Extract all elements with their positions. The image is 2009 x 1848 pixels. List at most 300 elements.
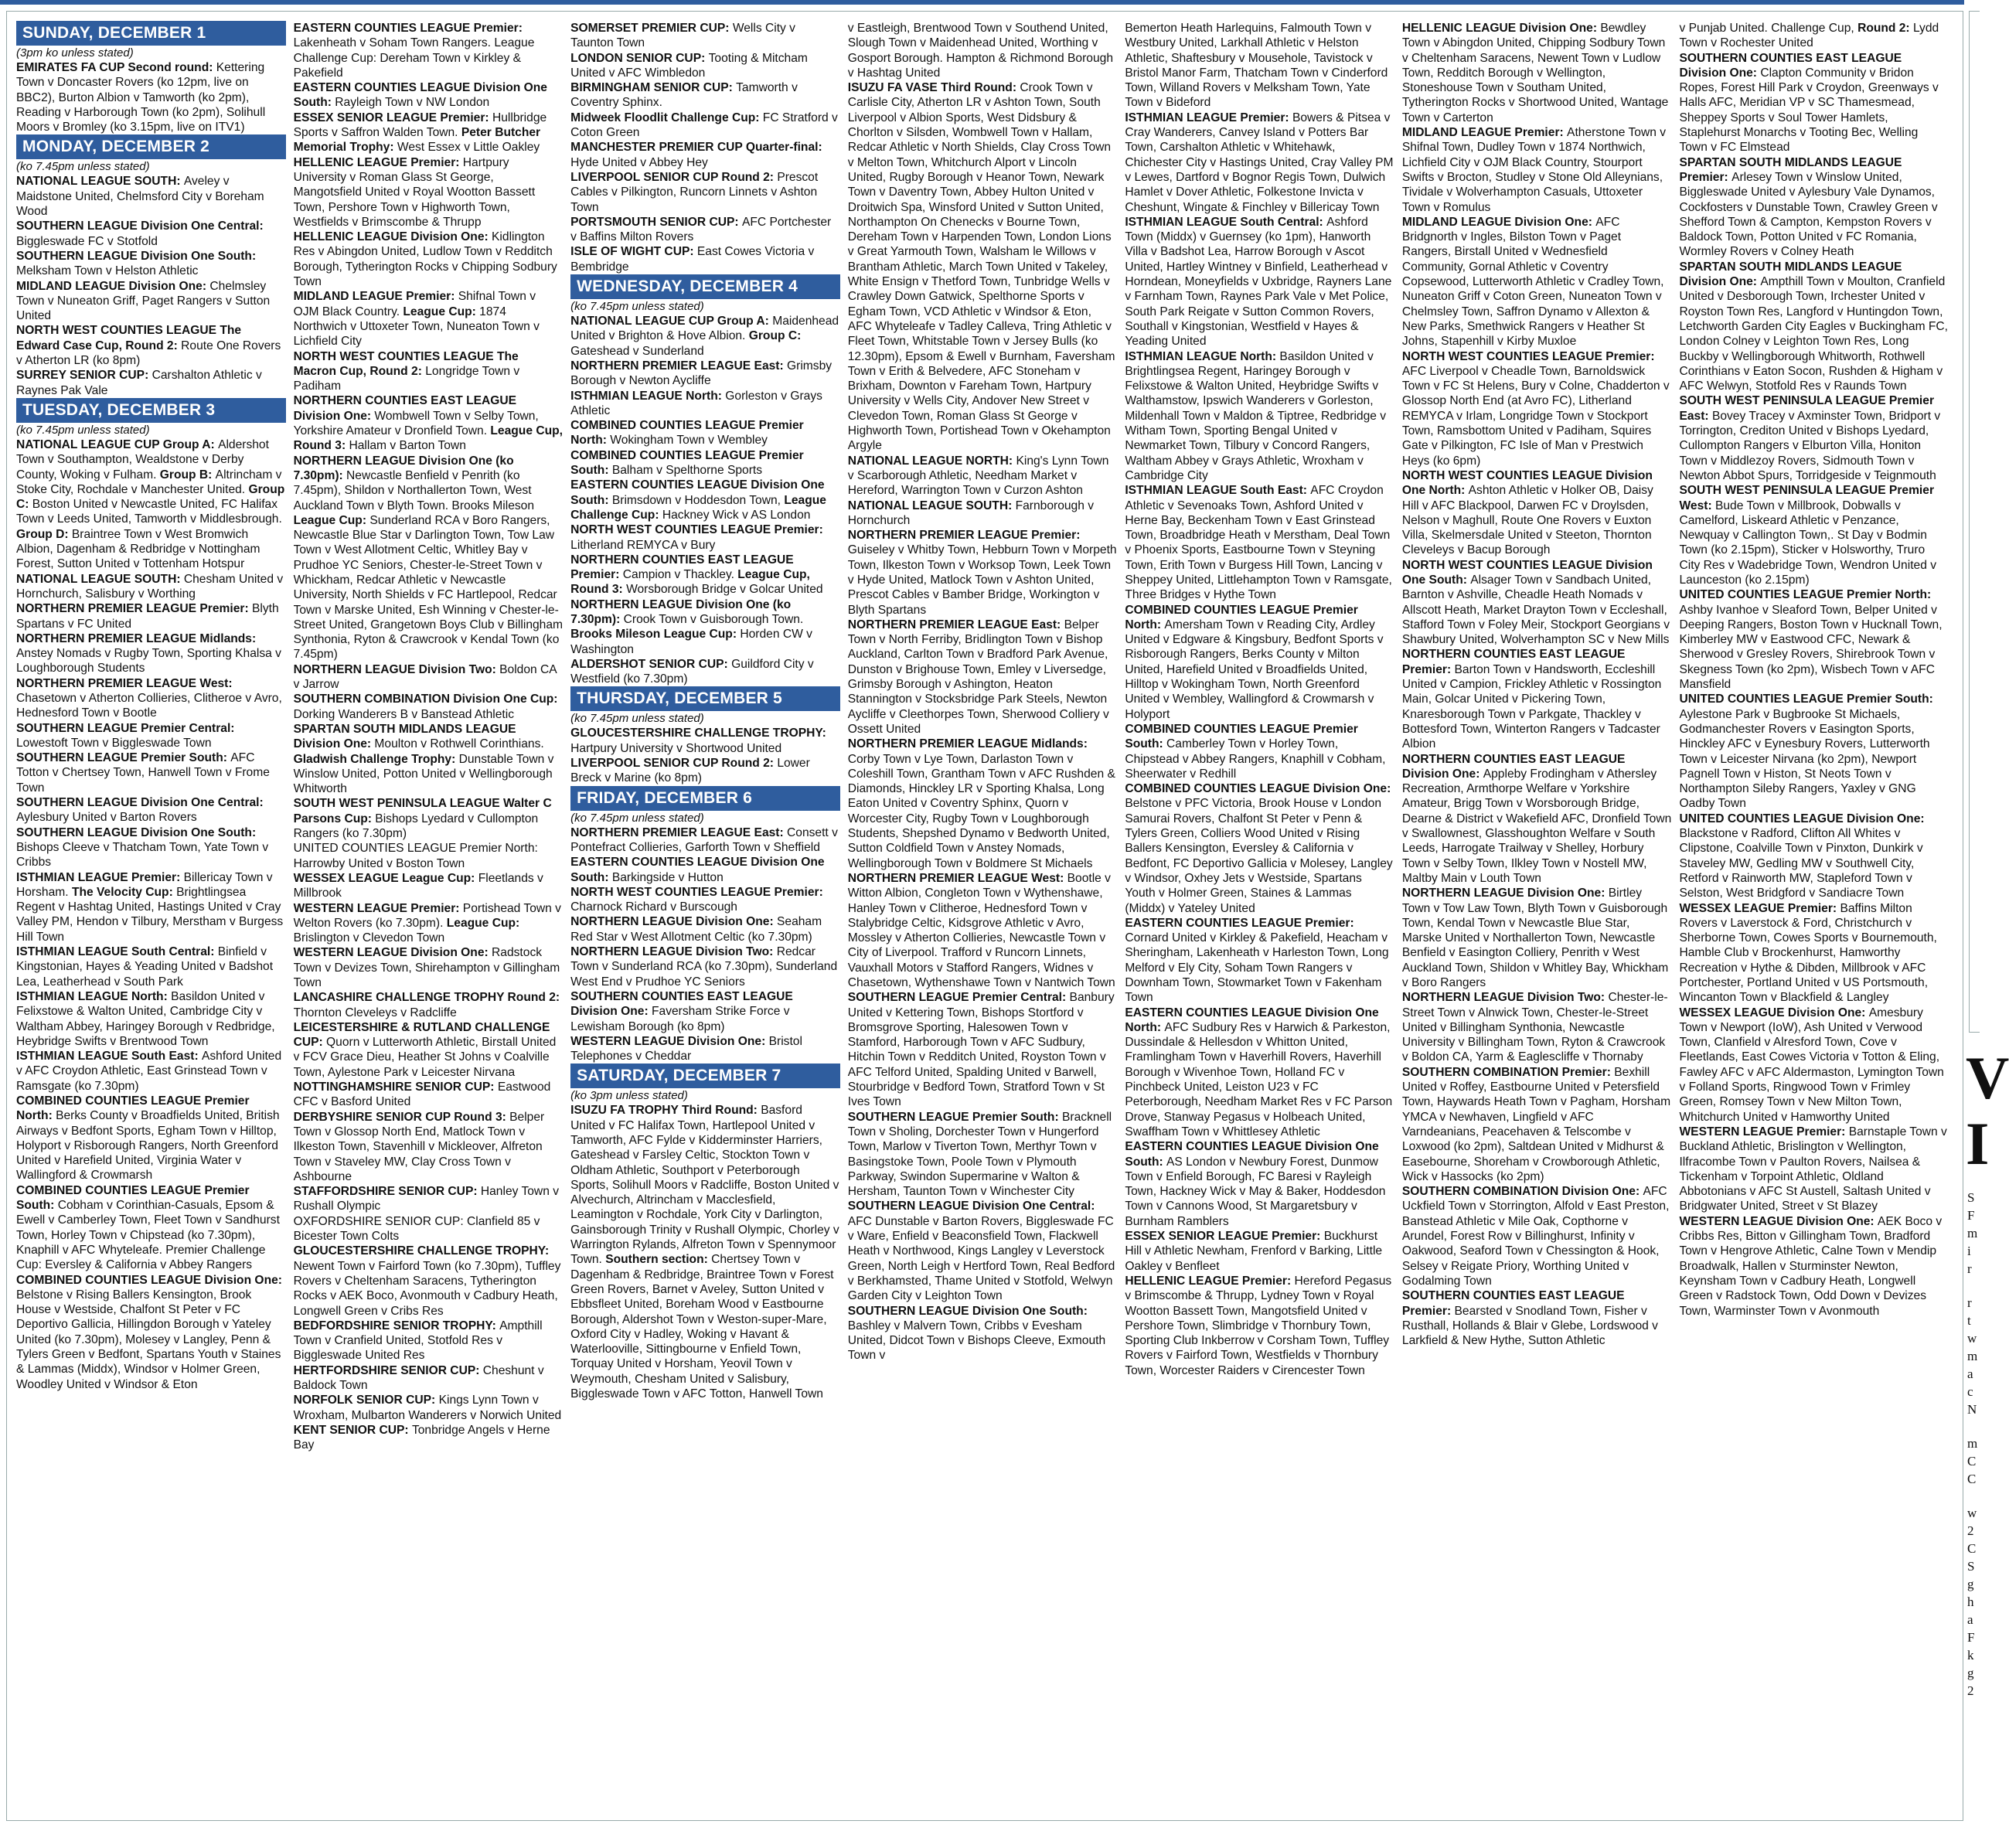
fixture-list: Quorn v Lutterworth Athletic, Birstall United v FCV Grace Dieu, Heather St Johns v Coalville Town, Aylestone Park v Leicester Nirvana — [293, 1036, 557, 1079]
competition-name: SOUTHERN LEAGUE Premier South: — [16, 751, 231, 765]
competition-name: ISTHMIAN LEAGUE South East: — [16, 1050, 202, 1064]
fixture-list: Basford United v FC Halifax Town, Hartlepool United v Tamworth, AFC Fylde v Kidderminster Harriers, Gateshead v Farsley Celtic, Stockton Town v Oldham Athletic, Southport v Peterborough Sports, Solihull Moors v Radcliffe, Boston United v Alvechurch, Altrincham v Macclesfield, Leamington v Rochdale, York City v Darlington, Gainsborough Trinity v Rushall Olympic, Chorley v Warrington Rylands, Alfreton Town v Spennymoor Town. — [570, 1104, 839, 1267]
competition-name: WESTERN LEAGUE Premier: — [1679, 1125, 1849, 1138]
fixture-entry — [848, 80, 1118, 453]
competition-name: HELLENIC LEAGUE Division One: — [293, 230, 492, 244]
fixture-list: Barnstaple Town v Buckland Athletic, Brislington v Wellington, Ilfracombe Town v Paulton Rovers, Nailsea & Tickenham v Torpoint Athletic, Oldland Abbotonians v AFC St Austell, Saltash United v Bridgwater United, Street v St Blazey — [1679, 1125, 1947, 1213]
fixture-entry — [16, 368, 286, 398]
fixture-list: Baffins Milton Rovers v Laverstock & Ford, Christchurch v Sherborne Town, Cowes Sports v Bournemouth, Hamble Club v Brockenhurst, Hamworthy Recreation v Hythe & Dibden, Millbrook v AFC Portchester, Portland United v US Portsmouth, Wincanton Town v Blackfield & Langley — [1679, 901, 1937, 1005]
competition-name: DERBYSHIRE SENIOR CUP Round 3: — [293, 1110, 510, 1124]
fixture-list: Dunstable Town v Winslow United, Potton United v Wellingborough Whitworth — [293, 752, 554, 796]
competition-name: WESSEX LEAGUE Premier: — [1679, 901, 1840, 915]
fixture-list: Ashton Athletic v Holker OB, Daisy Hill v AFC Blackpool, Darwen FC v Droylsden, Nelson v Maghull, Route One Rovers v Euxton Villa, Skelmersdale United v Steeton, Thornton Cleveleys v Bacup Borough — [1401, 484, 1653, 557]
fixture-entry — [1402, 558, 1672, 648]
fixture-entry — [570, 170, 840, 215]
fixture-entry — [848, 1110, 1118, 1200]
competition-name: NORTHERN PREMIER LEAGUE West: — [847, 871, 1067, 885]
fixture-entry — [294, 1244, 564, 1318]
fixture-list: Basildon United v Felixstowe & Walton United, Cambridge City v Waltham Abbey, Haringey Borough v Redbridge, Heybridge Swifts v Brentwood Town — [16, 989, 275, 1048]
fixture-entry — [294, 1363, 564, 1394]
fixture-entry — [1125, 349, 1394, 484]
fixture-entry — [1402, 990, 1672, 1064]
fixture-list: Portishead Town v Welton Rovers (ko 7.30pm). — [293, 901, 561, 930]
fixture-list: Lower Breck v Marine (ko 8pm) — [570, 757, 810, 785]
fixture-entry — [16, 944, 286, 989]
fixture-entry — [848, 21, 1118, 80]
fixture-list: Barkingside v Hutton — [611, 870, 724, 884]
competition-name: LIVERPOOL SENIOR CUP Round 2: — [570, 757, 778, 771]
fixture-list: Rayleigh Town v NW London — [335, 96, 490, 110]
fixture-list: Aldershot Town v Southampton, Wealdstone v Derby County, Woking v Fulham. — [16, 437, 269, 482]
fixture-entry — [1402, 1184, 1672, 1288]
fixture-list: Ampthill Town v Moulton, Cranfield United v Desborough Town, Irchester United v Royston Town Res, Langford v Huntingdon Town, Letchworth Garden City Eagles v Buckingham FC, London Colney v Leighton Town Res, Long Buckby v Wellingborough Whitworth, Rothwell Corinthians v Eaton Socon, Rushden & Higham v AFC Welwyn, Stotfold Res v Raunds Town — [1679, 275, 1949, 393]
fixture-entry — [294, 692, 564, 722]
competition-name: ISUZU FA TROPHY Third Round: — [570, 1104, 761, 1118]
fixture-list: Barton Town v Handsworth, Eccleshill United v Campion, Frickley Athletic v Rossington Main, Golcar United v Pickering Town, Knaresborough Town v Parkgate, Thackley v Bottesford Town, Winterton Rangers v Tadcaster Albion — [1401, 662, 1662, 751]
fixture-entry — [570, 522, 840, 553]
fixture-list: Billericay Town v Horsham. — [16, 870, 273, 899]
fixture-list: Cornard United v Kirkley & Pakefield, Heacham v Sheringham, Lakenheath v Harleston Town, Long Melford v Ely City, Soham Town Rangers v Downham Town, Stowmarket Town v Fakenham Town — [1125, 931, 1389, 1005]
fixture-entry — [294, 1393, 564, 1423]
competition-name: NORTHERN PREMIER LEAGUE Midlands: — [16, 631, 257, 645]
fixture-list: Bovey Tracey v Axminster Town, Bridport v Torrington, Crediton United v Bishops Lyedard, Cullompton Rangers v Elburton Villa, Honiton Town v Middlezoy Rovers, Sidmouth Town v Newton Abbot Spurs, Torridgeside v Teignmouth — [1679, 409, 1941, 482]
competition-name: Group D: — [16, 527, 72, 541]
fixture-list: Chasetown v Atherton Collieries, Clitheroe v Avro, Hednesford Town v Bootle — [16, 691, 282, 720]
fixture-list: Ashby Ivanhoe v Sleaford Town, Belper United v Deeping Rangers, Boston Town v Hucknall Town, Kimberley MW v Eastwood CFC, Newark & Sherwood v Gresley Rovers, Shirebrook Town v Skegness Town (ko 2pm), Wisbech Town v AFC Mansfield — [1679, 603, 1943, 692]
fixture-entry — [1402, 647, 1672, 751]
fixture-list: Grimsby Borough v Newton Aycliffe — [570, 359, 833, 388]
competition-name: SOUTHERN LEAGUE Division One South: — [16, 825, 257, 839]
fixture-list: Hartpury University v Shortwood United — [570, 741, 782, 755]
fixture-list: AFC Dunstable v Barton Rovers, Biggleswade FC v Ware, Enfield v Beaconsfield Town, Flackwell Heath v Northwood, Kings Langley v Leverstock Green, North Leigh v Hertford Town, Real Bedford v Berkhamsted, Thame United v Stotfold, Welwyn Garden City v Leighton Town — [847, 1214, 1115, 1303]
fixture-list: Anstey Nomads v Rugby Town, Sporting Khalsa v Loughborough Students — [16, 647, 281, 676]
competition-name: Group B: — [159, 468, 216, 482]
competition-name: EASTERN COUNTIES LEAGUE Division One South: — [293, 81, 547, 110]
fixture-list: Cheshunt v Baldock Town — [293, 1363, 544, 1393]
competition-name: MIDLAND LEAGUE Division One: — [16, 279, 210, 293]
competition-name: SOUTHERN COMBINATION Premier: — [1401, 1065, 1615, 1079]
fixture-list: OXFORDSHIRE SENIOR CUP: Clanfield 85 v Bicester Town Colts — [293, 1214, 540, 1244]
competition-name: NORTHERN PREMIER LEAGUE East: — [847, 618, 1064, 631]
kickoff-note: (ko 7.45pm unless stated) — [16, 160, 150, 174]
edge-frame — [1969, 11, 1980, 1033]
competition-name: NORTHERN LEAGUE Division One: — [1401, 887, 1609, 900]
edge-text-letter: N — [1967, 1402, 1977, 1417]
competition-name: ISLE OF WIGHT CUP: — [570, 245, 697, 259]
fixture-list: Farnborough v Hornchurch — [847, 499, 1095, 527]
competition-name: COMBINED COUNTIES LEAGUE Division One: — [16, 1273, 282, 1287]
fixture-list: King's Lynn Town v Scarborough Athletic, Needham Market v Hereford, Warrington Town v Curzon Ashton — [847, 454, 1109, 498]
fixture-entry — [1679, 1006, 1949, 1125]
fixture-list: Radstock Town v Devizes Town, Shirehampton v Gillingham Town — [293, 946, 560, 989]
fixture-list: Redcar Town v Sunderland RCA (ko 7.30pm), Sunderland West End v Prudhoe YC Seniors — [570, 945, 838, 989]
competition-name: NORTHERN COUNTIES EAST LEAGUE Premier: — [1401, 648, 1626, 676]
fixture-column — [16, 21, 286, 1814]
fixture-list: Biggleswade FC v Stotfold — [16, 234, 158, 248]
competition-name: LEICESTERSHIRE & RUTLAND CHALLENGE CUP: — [293, 1020, 550, 1050]
fixture-list: Tonbridge Angels v Herne Bay — [293, 1423, 550, 1452]
day-heading: THURSDAY, DECEMBER 5 — [570, 686, 840, 711]
fixture-list: Brimsdown v Hoddesdon Town, — [611, 493, 785, 507]
edge-text-letter: t — [1967, 1313, 1971, 1328]
fixture-list: Moulton v Rothwell Corinthians. — [374, 737, 544, 751]
competition-name: SOUTHERN COMBINATION Division One: — [1401, 1185, 1643, 1199]
fixture-entry — [570, 359, 840, 389]
fixture-list: Buckhurst Hill v Athletic Newham, Frenford v Barking, Little Oakley v Benfleet — [1125, 1230, 1383, 1273]
fixture-entry — [570, 111, 840, 141]
fixture-list: Hyde United v Abbey Hey — [570, 155, 708, 169]
day-heading: WEDNESDAY, DECEMBER 4 — [570, 274, 840, 299]
competition-name: Southern section: — [605, 1253, 712, 1267]
fixture-entry — [1402, 468, 1672, 558]
competition-name: LANCASHIRE CHALLENGE TROPHY Round 2: — [293, 991, 560, 1005]
competition-name: HELLENIC LEAGUE Division One: — [1401, 22, 1601, 35]
competition-name: BIRMINGHAM SENIOR CUP: — [570, 81, 737, 95]
fixture-list: Chelmsley Town v Nuneaton Griff, Paget Rangers v Sutton United — [16, 279, 271, 323]
fixture-list: FC Stratford v Coton Green — [570, 111, 838, 140]
edge-text-letter: i — [1967, 1244, 1971, 1258]
fixture-entry — [16, 750, 286, 795]
fixture-list: AFC Portchester v Baffins Milton Rovers — [570, 215, 832, 244]
fixture-list: Seaham Red Star v West Allotment Celtic (ko 7.30pm) — [570, 915, 822, 944]
fixture-entry — [848, 454, 1118, 499]
edge-text-letter: C — [1967, 1472, 1977, 1486]
fixture-list: Camberley Town v Horley Town, Chipstead v Abbey Rangers, Knaphill v Cobham, Sheerwater v Redhill — [1125, 737, 1386, 781]
edge-text-letter: m — [1967, 1226, 1978, 1241]
competition-name: NOTTINGHAMSHIRE SENIOR CUP: — [293, 1081, 498, 1094]
fixture-entry — [1679, 483, 1949, 587]
fixture-list: Dorking Wanderers B v Banstead Athletic — [293, 707, 515, 721]
competition-name: MIDLAND LEAGUE Premier: — [293, 290, 458, 304]
fixture-entry — [294, 80, 564, 111]
fixture-entry — [294, 841, 564, 871]
fixture-entry — [294, 1214, 564, 1244]
fixture-list: Newent Town v Fairford Town (ko 7.30pm), Tuffley Rovers v Cheltenham Saracens, Tytherington Rocks v AEK Boco, Avonmouth v Cadbury Heath, Longwell Green v Cribs Res — [293, 1259, 561, 1318]
competition-name: ISTHMIAN LEAGUE North: — [1125, 349, 1280, 363]
kickoff-note: (3pm ko unless stated) — [16, 46, 134, 60]
competition-name: ISTHMIAN LEAGUE South Central: — [16, 945, 218, 959]
fixture-list: Belper Town v North Ferriby, Bridlington Town v Bishop Auckland, Carlton Town v Bradford Park Avenue, Dunston v Brighouse Town, Emley v Liversedge, Grimsby Borough v Ashington, Heaton Stannington v Stocksbridge Park Steels, Newton Aycliffe v Cleethorpes Town, Sherwood Colliery v Ossett United — [847, 618, 1109, 736]
fixture-entry — [570, 389, 840, 419]
fixture-list: Belper Town v Glossop North End, Matlock Town v Ilkeston Town, Stavenhill v Mickleover, Alfreton Town v Staveley MW, Clay Cross Town v Ashbourne — [293, 1110, 545, 1183]
fixture-list: Bracknell Town v Sholing, Dorchester Town v Hungerford Town, Marlow v Tiverton Town, Merthyr Town v Basingstoke Town, Poole Town v Plymouth Parkway, Swindon Supermarine v Walton & Hersham, Taunton Town v Winchester City — [847, 1110, 1112, 1199]
fixture-entry — [16, 825, 286, 870]
fixture-list: Gateshead v Sunderland — [570, 344, 704, 358]
competition-name: SOUTH WEST PENINSULA LEAGUE Premier West: — [1679, 484, 1935, 512]
fixture-list: Corby Town v Lye Town, Darlaston Town v Coleshill Town, Grantham Town v AFC Rushden & Diamonds, Hinckley LR v Sporting Khalsa, Long Eaton United v Coventry Sphinx, Quorn v Worcester City, Rugby Town v Loughborough Students, Shepshed Dynamo v Bedworth United, Sutton Coldfield Town v Anstey Nomads, Wellingborough Town v Boldmere St Michaels — [847, 752, 1115, 870]
competition-name: EASTERN COUNTIES LEAGUE Division One South: — [570, 856, 825, 884]
fixture-entry — [570, 855, 840, 885]
fixture-entry — [570, 140, 840, 170]
competition-name: Midweek Floodlit Challenge Cup: — [570, 111, 763, 124]
competition-name: NORTH WEST COUNTIES LEAGUE The Macron Cup, Round 2: — [293, 349, 519, 378]
competition-name: Gladwish Challenge Trophy: — [293, 752, 459, 766]
competition-name: WESTERN LEAGUE Division One: — [570, 1034, 769, 1048]
edge-text-letter: w — [1967, 1331, 1977, 1346]
fixture-entry — [1679, 155, 1949, 260]
fixture-entry — [570, 825, 840, 856]
fixture-entry — [570, 553, 840, 597]
fixture-entry — [16, 601, 286, 631]
competition-name: NORTH WEST COUNTIES LEAGUE Premier: — [570, 885, 823, 899]
competition-name: WESTERN LEAGUE Division One: — [293, 946, 492, 960]
competition-name: ISUZU FA VASE Third Round: — [847, 81, 1020, 95]
fixture-list: Consett v Pontefract Collieries, Garforth Town v Sheffield — [570, 825, 838, 854]
competition-name: NORTHERN LEAGUE Division Two: — [293, 662, 500, 676]
fixture-entry — [294, 230, 564, 289]
fixture-list: Litherland REMYCA v Bury — [570, 538, 716, 552]
competition-name: LIVERPOOL SENIOR CUP Round 2: — [570, 170, 778, 184]
competition-name: SOUTHERN LEAGUE Division One Central: — [847, 1200, 1095, 1213]
fixture-entry — [848, 1304, 1118, 1363]
fixture-list: AEK Boco v Cribbs Res, Bitton v Gillingham Town, Bradford Town v Hengrove Athletic, Calne Town v Mendip Broadwalk, Hallen v Sturminster Newton, Keynsham Town v Cadbury Heath, Longwell Green v Radstock Town, Odd Down v Devizes Town, Warminster Town v Avonmouth — [1679, 1214, 1943, 1318]
competition-name: SPARTAN SOUTH MIDLANDS LEAGUE Premier: — [1679, 155, 1902, 184]
fixture-list: Bude Town v Millbrook, Dobwalls v Camelford, Liskeard Athletic v Penzance, Newquay v Callington Town,. St Day v Bodmin Town (ko 2.15pm), Sticker v Holsworthy, Truro City Res v Wadebridge Town, Wendron United v Launceston (ko 2.15pm) — [1679, 499, 1936, 587]
edge-text-letter: m — [1967, 1349, 1978, 1363]
adjacent-page-strip — [1964, 0, 2009, 1848]
fixture-entry — [294, 901, 564, 946]
competition-name: ISTHMIAN LEAGUE North: — [570, 389, 726, 403]
competition-name: NATIONAL LEAGUE NORTH: — [847, 454, 1016, 468]
fixture-entry — [16, 323, 286, 368]
fixture-list: Hanley Town v Rushall Olympic — [293, 1185, 559, 1213]
fixture-entry — [570, 21, 840, 51]
fixture-entry — [1679, 692, 1949, 811]
competition-name: League Cup, Round 3: — [570, 568, 810, 597]
competition-name: League Cup: — [446, 916, 520, 930]
fixture-list: Faversham Strike Force v Lewisham Borough (ko 8pm) — [570, 1005, 790, 1033]
fixture-entry — [16, 437, 286, 572]
fixture-list: Aylestone Park v Bugbrooke St Michaels, Godmanchester Rovers v Easington Sports, Hinckley AFC v Eynesbury Rovers, Lutterworth Town v Leicester Nirvana (ko 2pm), Newport Pagnell Town v Histon, St Neots Town v Northampton Sileby Rangers, Yaxley v GNG Oadby Town — [1679, 707, 1930, 811]
fixture-entry — [294, 1110, 564, 1184]
fixture-entry — [1679, 21, 1949, 51]
fixture-column — [848, 21, 1118, 1814]
fixture-entry — [294, 155, 564, 230]
competition-name: HELLENIC LEAGUE Premier: — [1125, 1274, 1295, 1288]
fixture-column — [570, 21, 840, 1814]
fixture-list: Bishops Lyedard v Cullompton Rangers (ko 7.30pm) — [293, 812, 539, 841]
fixture-entry — [294, 871, 564, 901]
competition-name: SOUTHERN LEAGUE Division One South: — [847, 1304, 1088, 1318]
fixture-list: Bearsted v Snodland Town, Fisher v Rusthall, Hollands & Blair v Glebe, Lordswood v Larkfield & New Hythe, Sutton Athletic — [1401, 1304, 1658, 1348]
fixture-list: Boldon CA v Jarrow — [293, 662, 557, 692]
competition-name: SOUTHERN COUNTIES EAST LEAGUE Premier: — [1401, 1289, 1625, 1318]
fixture-entry — [294, 111, 564, 155]
day-heading: FRIDAY, DECEMBER 6 — [570, 786, 840, 811]
competition-name: HERTFORDSHIRE SENIOR CUP: — [293, 1363, 483, 1377]
edge-text-letter: F — [1967, 1630, 1975, 1645]
fixture-entry — [16, 1183, 286, 1273]
competition-name: League Cup: — [403, 305, 480, 318]
competition-name: HELLENIC LEAGUE Premier: — [293, 155, 463, 169]
competition-name: NATIONAL LEAGUE SOUTH: — [16, 175, 184, 189]
competition-name: MIDLAND LEAGUE Premier: — [1401, 126, 1568, 140]
competition-name: NORTH WEST COUNTIES LEAGUE The Edward Case Cup, Round 2: — [16, 324, 242, 352]
fixture-entry — [294, 722, 564, 796]
fixture-list: Birtley Town v Tow Law Town, Blyth Town v Guisborough Town, Kendal Town v Newcastle Blue Star, Marske United v Northallerton Town, Newcastle Benfield v Easington Colliery, Penrith v West Auckland Town, Shildon v Whitley Bay, Whickham v Boro Rangers — [1401, 887, 1669, 989]
competition-name: NORFOLK SENIOR CUP: — [293, 1394, 439, 1407]
fixture-list: Blackstone v Radford, Clifton All Whites v Clipstone, Coalville Town v Pinxton, Dunkirk v Staveley MW, Gedling MW v Southwell City, Retford v Rainworth MW, Stapleford Town v Selston, West Bridgford v Sandiacre Town — [1679, 827, 1923, 900]
competition-name: SOUTHERN LEAGUE Division One Central: — [16, 220, 264, 233]
edge-text-letter: F — [1967, 1208, 1975, 1223]
edge-headline-letter: I — [1966, 1110, 1990, 1177]
competition-name: EASTERN COUNTIES LEAGUE Premier: — [1125, 916, 1354, 930]
fixture-entry — [848, 737, 1118, 871]
day-heading: SUNDAY, DECEMBER 1 — [16, 21, 286, 46]
fixture-entry — [570, 756, 840, 786]
fixture-list: Crook Town v Guisborough Town. — [623, 612, 804, 626]
fixture-entry — [1125, 1274, 1394, 1378]
fixture-list: Atherstone Town v Shifnal Town, Dudley Town v 1874 Northwich, Lichfield City v OJM Black Country, Stourport Swifts v Brocton, Studley v Stone Old Alleynians, Tividale v Wolverhampton Casuals, Uttoxeter Town v Romulus — [1401, 126, 1667, 214]
competition-name: SPARTAN SOUTH MIDLANDS LEAGUE Division One: — [293, 722, 516, 751]
fixture-list: Ampthill Town v Cranfield United, Stotfold Res v Biggleswade United Res — [293, 1319, 543, 1363]
competition-name: NORTHERN COUNTIES EAST LEAGUE Division One: — [293, 394, 517, 423]
fixture-entry — [16, 279, 286, 324]
fixtures-page — [6, 11, 1963, 1821]
fixture-list: Carshalton Athletic v Raynes Pak Vale — [16, 369, 262, 397]
fixture-entry — [1125, 781, 1394, 916]
competition-name: NORTH WEST COUNTIES LEAGUE Premier: — [1401, 349, 1655, 363]
competition-name: EASTERN COUNTIES LEAGUE Division One South: — [1125, 1140, 1379, 1169]
competition-name: League Cup, Round 3: — [293, 424, 563, 453]
fixture-entry — [16, 174, 286, 219]
fixture-list: Guildford City v Westfield (ko 7.30pm) — [570, 657, 814, 686]
competition-name: SOUTHERN LEAGUE Premier South: — [847, 1110, 1062, 1124]
fixture-entry — [1402, 886, 1672, 990]
competition-name: ESSEX SENIOR LEAGUE Premier: — [1125, 1230, 1324, 1244]
fixture-entry — [1402, 1065, 1672, 1184]
fixture-list: West Essex v Little Oakley — [397, 141, 540, 155]
fixture-entry — [848, 499, 1118, 529]
fixture-list: Cobham v Corinthian-Casuals, Epsom & Ewell v Camberley Town, Fleet Town v Sandhurst Town, Horley Town v Chipstead (ko 7.30pm), Knaphill v AFC Whyteleafe. Premier Challenge Cup: Eversley & California v Abbey Rangers — [16, 1199, 280, 1272]
fixture-list: AFC Croydon Athletic v Sevenoaks Town, Ashford United v Herne Bay, Beckenham Town v East Grinstead Town, Broadbridge Heath v Merstham, Deal Town v Phoenix Sports, Eastbourne Town v Steyning Town, Erith Town v Burgess Hill Town, Lancing v Sheppey United, Littlehampton Town v Ramsgate, Three Bridges v Hythe Town — [1125, 484, 1392, 602]
fixture-list: Guiseley v Whitby Town, Hebburn Town v Morpeth Town, Ilkeston Town v Worksop Town, Leek Town v Hyde United, Matlock Town v Ashton United, Prescot Cables v Bamber Bridge, Workington v Blyth Spartans — [847, 543, 1117, 617]
fixture-entry — [848, 871, 1118, 990]
fixture-entry — [1125, 1229, 1394, 1274]
fixture-list: Boston United v Newcastle United, FC Halifax Town v Leeds United, Tamworth v Middlesbrough. — [16, 498, 282, 526]
fixture-list: Campion v Thackley. — [622, 568, 738, 582]
edge-text-letter: 2 — [1967, 1523, 1974, 1538]
edge-text-letter: w — [1967, 1506, 1977, 1520]
fixture-list: Hullbridge Sports v Saffron Walden Town. — [293, 111, 547, 140]
fixture-entry — [1125, 483, 1394, 602]
fixture-entry — [16, 1094, 286, 1183]
competition-name: NORTHERN PREMIER LEAGUE East: — [570, 825, 788, 839]
kickoff-note: (ko 3pm unless stated) — [570, 1089, 688, 1103]
competition-name: SOUTH WEST PENINSULA LEAGUE Walter C Parsons Cup: — [293, 797, 552, 825]
fixture-list: v Punjab United. Challenge Cup, — [1679, 22, 1858, 35]
fixture-entry — [570, 657, 840, 687]
fixture-list: Bexhill United v Roffey, Eastbourne United v Petersfield Town, Haywards Heath Town v Pagham, Horsham YMCA v Newhaven, Lingfield v AFC Varndeanians, Peacehaven & Telscombe v Loxwood (ko 2pm), Saltdean United v Midhurst & Easebourne, Shoreham v Crowborough Athletic, Wick v Hassocks (ko 2pm) — [1401, 1065, 1671, 1183]
fixture-column — [294, 21, 564, 1814]
competition-name: ALDERSHOT SENIOR CUP: — [570, 657, 732, 671]
fixture-list: Belstone v PFC Victoria, Brook House v London Samurai Rovers, Chalfont St Peter v Penn & Tylers Green, Colliers Wood United v Rising Ballers Kensington, Eversley & California v Bedfont, FC Deportivo Gallicia v Molesey, Langley v Windsor, Oxhey Jets v Westside, Spartans Youth v Holmer Green, Staines & Lammas (Middx) v Yateley United — [1125, 797, 1393, 915]
fixture-list: Longridge Town v Padiham — [293, 364, 520, 393]
fixture-list: Tamworth v Coventry Sphinx. — [570, 81, 798, 110]
competition-name: NORTH WEST COUNTIES LEAGUE Premier: — [570, 523, 823, 537]
fixture-list: Lakenheath v Soham Town Rangers. League Challenge Cup: Dereham Town v Kirkley & Pakefield — [293, 36, 535, 80]
fixture-entry — [16, 572, 286, 602]
fixture-entry — [570, 314, 840, 359]
competition-name: SOUTHERN LEAGUE Division One South: — [16, 249, 257, 263]
competition-name: ISTHMIAN LEAGUE South East: — [1125, 484, 1311, 498]
competition-name: SPARTAN SOUTH MIDLANDS LEAGUE Division One: — [1679, 260, 1902, 289]
fixture-entry — [1125, 111, 1394, 215]
fixture-entry — [570, 597, 840, 657]
fixture-entry — [294, 454, 564, 662]
competition-name: SOUTHERN COUNTIES EAST LEAGUE Division One: — [1679, 51, 1902, 80]
competition-name: STAFFORDSHIRE SENIOR CUP: — [293, 1185, 481, 1199]
fixture-entry — [294, 990, 564, 1020]
fixture-entry — [1125, 603, 1394, 722]
edge-headline-letter: V — [1966, 1044, 2009, 1111]
fixture-entry — [294, 1423, 564, 1453]
fixture-list: Hackney Wick v AS London — [662, 508, 811, 522]
fixture-entry — [16, 989, 286, 1049]
edge-text-letter: 2 — [1967, 1683, 1974, 1698]
competition-name: LONDON SENIOR CUP: — [570, 51, 709, 65]
fixture-list: Melksham Town v Helston Athletic — [16, 264, 199, 278]
competition-name: The Velocity Cup: — [71, 885, 177, 899]
fixture-list: Maidenhead United v Brighton & Hove Albion. — [570, 315, 839, 343]
fixture-list: Aveley v Maidstone United, Chelmsford City v Boreham Wood — [16, 175, 264, 219]
fixture-list: Balham v Spelthorne Sports — [611, 464, 763, 478]
edge-text-letter: k — [1967, 1648, 1974, 1663]
fixture-list: Newcastle Benfield v Penrith (ko 7.45pm), Shildon v Northallerton Town, West Auckland Town v Blyth Town. Brooks Mileson — [293, 468, 535, 512]
fixture-entry — [16, 676, 286, 721]
fixture-entry — [1679, 587, 1949, 692]
fixture-entry — [1402, 349, 1672, 468]
fixture-list: Appleby Frodingham v Athersley Recreation, Armthorpe Welfare v Yorkshire Amateur, Brigg Town v Worsborough Bridge, Dearne & District v Wakefield AFC, Dronfield Town v Swallownest, Glasshoughton Welfare v South Leeds, Harrogate Trailway v Shelley, Horbury Town v Selby Town, Ilkley Town v Nostell MW, Maltby Main v Louth Town — [1401, 767, 1672, 885]
competition-name: NORTHERN LEAGUE Division One (ko 7.30pm): — [570, 597, 792, 626]
fixture-list: Shifnal Town v OJM Black Country. — [293, 290, 536, 318]
fixture-entry — [294, 1020, 564, 1080]
edge-text-letter: C — [1967, 1541, 1977, 1556]
competition-name: SOUTH WEST PENINSULA LEAGUE Premier East: — [1679, 394, 1935, 423]
competition-name: SOMERSET PREMIER CUP: — [570, 22, 733, 35]
fixture-entry — [294, 289, 564, 349]
day-heading: SATURDAY, DECEMBER 7 — [570, 1064, 840, 1088]
fixture-list: Charnock Richard v Burscough — [570, 900, 737, 914]
competition-name: League Cup: — [293, 513, 370, 527]
fixture-list: Brislington v Clevedon Town — [293, 931, 445, 945]
fixture-list: Alsager Town v Sandbach United, Barnton v Ashville, Cheadle Heath Nomads v Allscott Heath, Market Drayton Town v Eccleshall, Stafford Town v Foley Meir, Stockport Georgians v Shawbury United, Wolverhampton SC v New Mills — [1401, 573, 1670, 647]
competition-name: Group C: — [748, 329, 802, 343]
competition-name: WESSEX LEAGUE Division One: — [1679, 1006, 1869, 1019]
competition-name: NORTHERN PREMIER LEAGUE West: — [16, 676, 233, 690]
fixture-list: Ashford Town (Middx) v Guernsey (ko 1pm), Hanworth Villa v Badshot Lea, Harrow Borough v Ascot United, Hartley Wintney v Binfield, Leatherhead v Horndean, Moneyfields v Uxbridge, Rayners Lane v Farnham Town, Raynes Park Vale v Met Police, South Park Reigate v Sutton Common Rovers, Southall v Kingstonian, Westfield v Hayes & Yeading United — [1125, 215, 1392, 349]
competition-name: NORTHERN PREMIER LEAGUE Premier: — [847, 529, 1081, 543]
fixture-entry — [848, 990, 1118, 1109]
edge-text-letter: S — [1967, 1190, 1975, 1205]
fixture-list: East Cowes Victoria v Bembridge — [570, 245, 815, 274]
competition-name: NORTHERN COUNTIES EAST LEAGUE Division One: — [1401, 752, 1626, 781]
fixture-list: Berks County v Broadfields United, British Airways v Bedfont Sports, Egham Town v Hilltop, Holyport v Risborough Rangers, North Greenford United v Harefield United, Virginia Water v Wallingford & Crowmarsh — [16, 1109, 280, 1183]
competition-name: NORTHERN LEAGUE Division Two: — [1401, 991, 1609, 1005]
fixture-list: Hallam v Barton Town — [349, 439, 466, 453]
competition-name: SOUTHERN LEAGUE Premier Central: — [847, 991, 1070, 1005]
fixture-list: Kings Lynn Town v Wroxham, Mulbarton Wanderers v Norwich United — [293, 1394, 562, 1422]
competition-name: ISTHMIAN LEAGUE Premier: — [16, 870, 184, 884]
competition-name: NORTHERN PREMIER LEAGUE Premier: — [16, 602, 252, 616]
competition-name: COMBINED COUNTIES LEAGUE Premier North: — [570, 419, 804, 448]
fixture-list: Wells City v Taunton Town — [570, 22, 795, 50]
fixture-list: Kidlington Res v Abingdon United, Ludlow Town v Redditch Borough, Tytherington Rocks v Chipping Sodbury Town — [293, 230, 557, 289]
fixture-entry — [16, 870, 286, 944]
fixture-list: 1874 Northwich v Uttoxeter Town, Nuneaton Town v Lichfield City — [293, 305, 540, 349]
competition-name: WESTERN LEAGUE Division One: — [1679, 1214, 1878, 1228]
fixture-entry — [16, 631, 286, 676]
